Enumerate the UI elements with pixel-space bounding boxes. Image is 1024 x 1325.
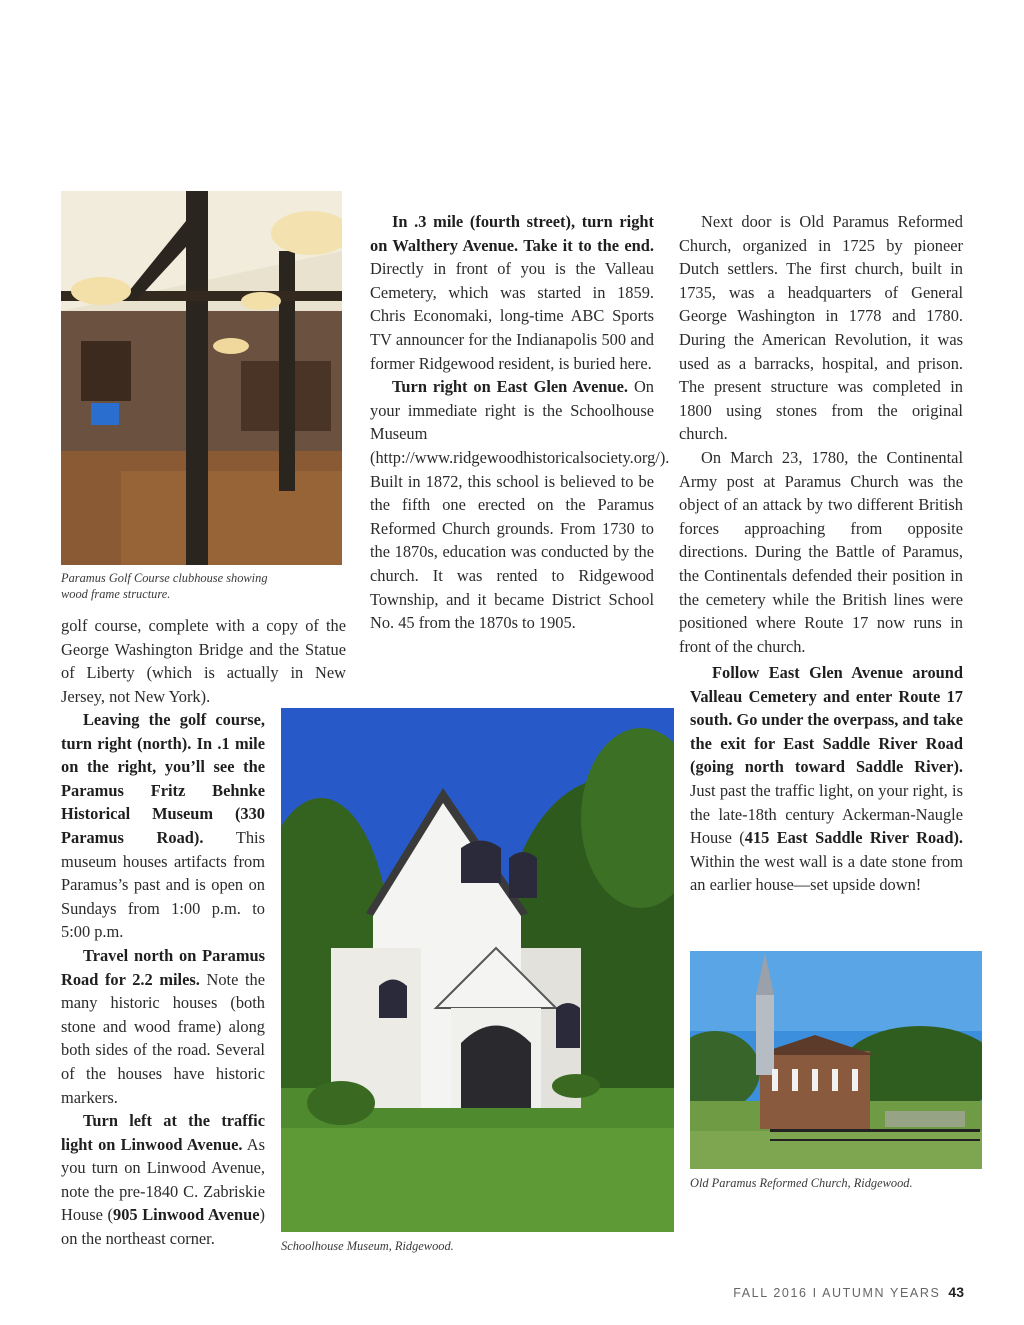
col3-direction: Follow East Glen Avenue around Valleau Cemetery and enter Route 17 south. Go under the overpass, and take the exit for East Saddle River Road (going north toward Saddle River). [690, 663, 963, 777]
issue-label: FALL 2016 I AUTUMN YEARS [733, 1286, 941, 1300]
col3-text-3-end: Within the west wall is a date stone from an earlier house—set upside down! [690, 851, 963, 895]
page-number: 43 [948, 1284, 964, 1300]
schoolhouse-caption: Schoolhouse Museum, Ridgewood. [281, 1239, 454, 1253]
col2-direction-2: Turn right on East Glen Avenue. [392, 377, 629, 397]
col3-paragraph-2: On March 23, 1780, the Continental Army post at Paramus Church was the object of an attack by two different British forces approaching from opposite directions. During the Battle of Paramus, the Continentals defended their position in the cemetery while the British lines were positioned where Route 17 now runs in front of the church. [679, 447, 963, 656]
column-2 [370, 210, 670, 635]
col1-paragraph-3 [61, 944, 265, 1109]
col2-paragraph-1 [370, 210, 654, 375]
col1-text-4-end: ) on the northeast corner. [61, 1205, 266, 1249]
col3-paragraph-1: Next door is Old Paramus Reformed Church, organized in 1725 by pioneer Dutch settlers. The first church, built in 1735, was a headquarters of General George Washington in 1778 and 1780. During the American Revolution, it was used as a barracks, hospital, and prison. The present structure was completed in 1800 using stones from the original church. [679, 212, 963, 444]
col1-text-2: This museum houses artifacts from Paramus’s past and is open on Sundays from 1:00 p.m. to 5:00 p.m. [61, 827, 265, 942]
clubhouse-photo [61, 191, 342, 565]
col2-text-1: Directly in front of you is the Valleau Cemetery, which was started in 1859. Chris Economaki, long-time ABC Sports TV announcer for the Indianapolis 500 and former Ridgewood resident, is buried here. [370, 259, 654, 373]
col3-text-3: Just past the traffic light, on your right, is the late-18th century Ackerman-Naugle House ( [690, 780, 963, 848]
schoolhouse-photo [281, 708, 674, 1232]
col1-address: 905 Linwood Avenue [113, 1205, 260, 1225]
page-footer [733, 1284, 964, 1300]
column-3 [679, 210, 963, 658]
col3-paragraph-3 [690, 661, 963, 897]
column-1-wrap [61, 708, 265, 1251]
col2-text-2: On your immediate right is the Schoolhouse Museum (http://www.ridgewoodhistoricalsociety.org/). Built in 1872, this school is believed to be the fifth one erected on the Paramus Reformed Church grounds. From 1730 to the 1870s, education was conducted by the church. It was rented to Ridgewood Township, and it became District School No. 45 from the 1870s to 1905. [370, 377, 670, 633]
col1-direction-2: Travel north on Paramus Road for 2.2 miles. [61, 945, 265, 989]
col1-paragraph-4 [61, 1109, 265, 1251]
church-photo [690, 951, 982, 1169]
column-3-wrap [690, 661, 963, 897]
col1-text-4: As you turn on Linwood Avenue, note the pre-1840 C. Zabriskie House ( [61, 1134, 265, 1225]
col1-text-3: Note the many historic houses (both stone and wood frame) along both sides of the road. Several of the houses have historic markers. [61, 969, 265, 1107]
col3-address: 415 East Saddle River Road). [744, 828, 964, 848]
column-1 [61, 614, 346, 708]
col1-paragraph-1: golf course, complete with a copy of the George Washington Bridge and the Statue of Liberty (which is actually in New Jersey, not New York). [61, 616, 346, 706]
church-caption: Old Paramus Reformed Church, Ridgewood. [690, 1176, 913, 1190]
col2-paragraph-2 [370, 375, 670, 635]
col2-direction-1: In .3 mile (fourth street), turn right on Walthery Avenue. Take it to the end. [370, 212, 654, 255]
col1-paragraph-2 [61, 708, 265, 944]
col1-direction-3: Turn left at the traffic light on Linwood Avenue. [61, 1111, 265, 1154]
col1-direction-1: Leaving the golf course, turn right (north). In .1 mile on the right, you’ll see the Paramus Fritz Behnke Historical Museum (330 Paramus Road). [61, 710, 265, 847]
clubhouse-caption: Paramus Golf Course clubhouse showing wood frame structure. [61, 571, 268, 601]
